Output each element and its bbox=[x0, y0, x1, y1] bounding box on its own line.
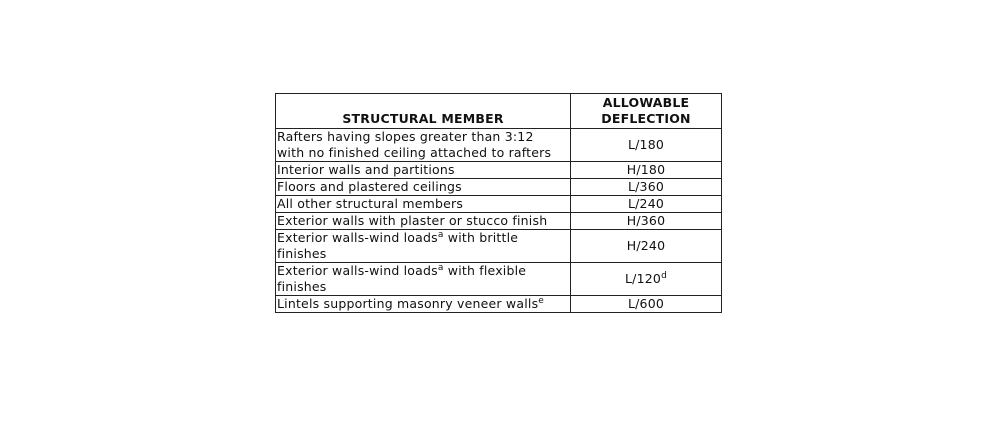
member-text: Exterior walls-wind loads bbox=[277, 263, 438, 278]
deflection-value: H/360 bbox=[571, 213, 722, 230]
table-row bbox=[276, 179, 722, 196]
table-header-row bbox=[276, 94, 722, 129]
table-row bbox=[276, 213, 722, 230]
member-cell: Floors and plastered ceilings bbox=[276, 179, 571, 196]
member-text-line2: with no finished ceiling attached to rafters bbox=[277, 145, 552, 160]
table-row bbox=[276, 296, 722, 313]
footnote-marker: a bbox=[437, 263, 444, 273]
table-row bbox=[276, 230, 722, 263]
table-row bbox=[276, 162, 722, 179]
member-cell bbox=[276, 263, 571, 296]
member-cell: All other structural members bbox=[276, 196, 571, 213]
deflection-value: L/600 bbox=[571, 296, 722, 313]
structural-member-header: STRUCTURAL MEMBER bbox=[276, 94, 571, 129]
member-cell: Exterior walls with plaster or stucco finish bbox=[276, 213, 571, 230]
member-text: Lintels supporting masonry veneer walls bbox=[277, 296, 539, 311]
table-row bbox=[276, 263, 722, 296]
deflection-value: L/360 bbox=[571, 179, 722, 196]
deflection-value: L/120 bbox=[625, 271, 662, 286]
member-text-cont: with flexible bbox=[443, 263, 527, 278]
deflection-value-cell bbox=[571, 263, 722, 296]
header-line-allowable: ALLOWABLE bbox=[602, 95, 690, 110]
allowable-deflection-table bbox=[275, 93, 722, 313]
member-cell bbox=[276, 230, 571, 263]
member-text-line2: finishes bbox=[277, 246, 327, 261]
member-cell bbox=[276, 129, 571, 162]
member-text-line1: Rafters having slopes greater than 3:12 bbox=[277, 129, 534, 144]
member-text: Exterior walls-wind loads bbox=[277, 230, 438, 245]
table-row bbox=[276, 196, 722, 213]
deflection-value: L/240 bbox=[571, 196, 722, 213]
footnote-marker: e bbox=[538, 296, 545, 306]
deflection-value: H/180 bbox=[571, 162, 722, 179]
member-cell bbox=[276, 296, 571, 313]
allowable-deflection-header bbox=[571, 94, 722, 129]
member-text-cont: with brittle bbox=[443, 230, 519, 245]
table-row bbox=[276, 129, 722, 162]
footnote-marker: a bbox=[437, 230, 444, 240]
member-text-line2: finishes bbox=[277, 279, 327, 294]
header-line-deflection: DEFLECTION bbox=[601, 111, 691, 126]
member-cell: Interior walls and partitions bbox=[276, 162, 571, 179]
deflection-value: L/180 bbox=[571, 129, 722, 162]
footnote-marker: d bbox=[661, 271, 667, 281]
deflection-value: H/240 bbox=[571, 230, 722, 263]
